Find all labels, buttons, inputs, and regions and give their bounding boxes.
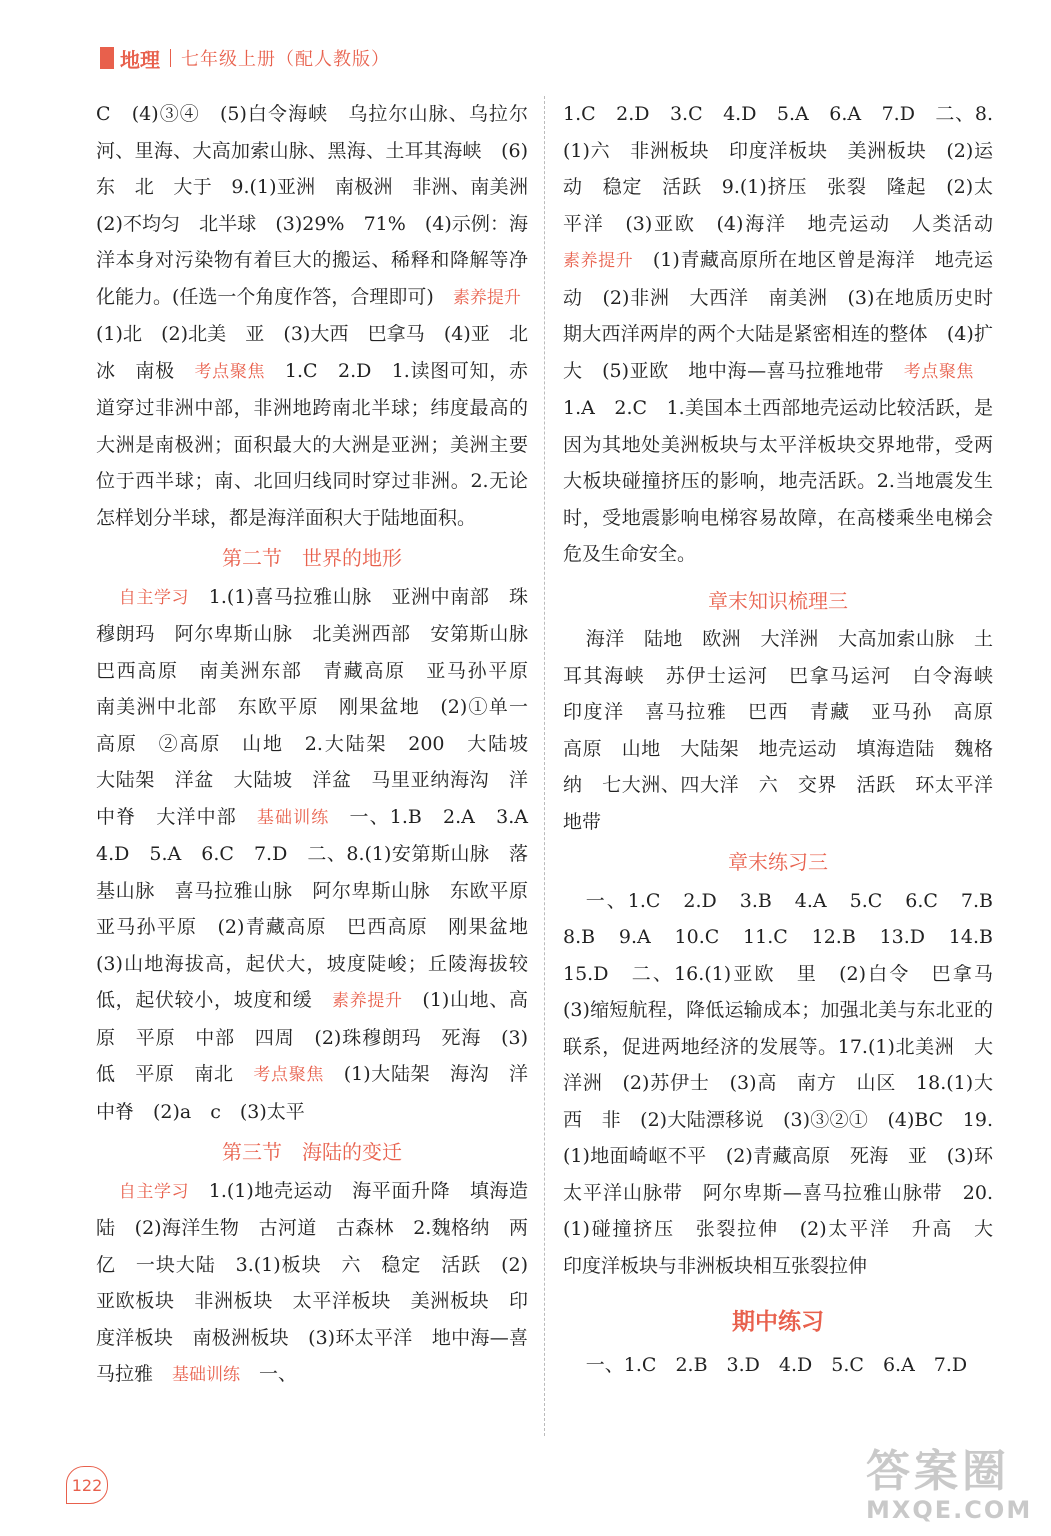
section-tag: 考点聚焦 — [903, 361, 974, 382]
exercise-paragraph: 一、1.C 2.D 3.B 4.A 5.C 6.C 7.B 8.B 9.A 10.C 11.C 12.B 13.D 14.B 15.D 二、16.(1)亚欧 里 (2)白令 巴拿马 (3)缩短航程，降低运输成本；加强北美与东北亚的联系，促进两地经济的发展等。17.(1)北美洲 大洋洲 (2)苏伊士 (3)高 南方 山区 18.(1)大西 非 (2)大陆漂移说 (3)③②① (4)BC 19.(1)地面崎岖不平 (2)青藏高原 死海 亚 (3)环太平洋山脉带 阿尔卑斯—喜马拉雅山脉带 20.(1)碰撞挤压 张裂拉伸 (2)太平洋 升高 大 印度洋板块与非洲板块相互张裂拉伸 — [563, 889, 1013, 1277]
section-tag: 自主学习 — [118, 587, 190, 608]
answer-paragraph — [96, 1173, 528, 1394]
watermark-logo — [866, 1448, 1042, 1530]
answer-paragraph — [96, 579, 548, 1131]
section-tag: 素养提升 — [563, 251, 634, 271]
page-number: 122 — [66, 1466, 108, 1504]
answer-text: (1)山地、高原 平原 中部 四周 (2)珠穆朗玛 死海 (3)低 平原 南北 — [96, 989, 528, 1085]
answer-paragraph — [563, 96, 1012, 573]
answer-paragraph — [96, 96, 548, 536]
header-book-title: 七年级上册（配人教版） — [181, 49, 390, 70]
header-accent-bar — [100, 47, 114, 69]
section-tag: 自主学习 — [118, 1181, 190, 1202]
section-title-summary: 章末知识梳理三 — [708, 588, 848, 613]
column-divider — [544, 96, 545, 1436]
section-tag: 考点聚焦 — [194, 361, 266, 382]
midterm-title: 期中练习 — [732, 1309, 824, 1335]
answer-text: (1)北 (2)北美 亚 (3)大西 巴拿马 (4)亚 北冰 南极 — [96, 285, 540, 382]
section-title-terrain: 第二节 世界的地形 — [222, 546, 402, 570]
section-tag: 素养提升 — [452, 287, 521, 308]
midterm-paragraph: 一、1.C 2.B 3.D 4.D 5.C 6.A 7.D — [585, 1353, 968, 1376]
section-title-exercise: 章末练习三 — [728, 850, 828, 874]
answer-text: 1.A 2.C 1.美国本土西部地壳运动比较活跃，是因为其地处美洲板块与太平洋板块交界地带，受两大板块碰撞挤压的影响，地壳活跃。2.当地震发生时，受地震影响电梯容易故障，在高楼乘坐电梯会危及生命安全。 — [563, 359, 994, 565]
answer-text: 1.(1)喜马拉雅山脉 亚洲中南部 珠穆朗玛 阿尔卑斯山脉 北美洲西部 安第斯山脉 巴西高原 南美洲东部 青藏高原 亚马孙平原 南美洲中北部 东欧平原 刚果盆地 (2)①单一 高原 ②高原 山地 2.大陆架 200 大陆坡 大陆架 洋盆 大陆坡 洋盆 马里亚纳海沟 洋中脊 大洋中部 — [96, 585, 548, 828]
answer-text: 一、1.B 2.A 3.A 4.D 5.A 6.C 7.D 二、8.(1)安第斯山脉 落基山脉 喜马拉雅山脉 阿尔卑斯山脉 东欧平原 亚马孙平原 (2)青藏高原 巴西高原 刚果盆地 (3)山地海拔高，起伏大，坡度陡峻；丘陵海拔较低，起伏较小，坡度和缓 — [96, 805, 548, 1011]
page-header — [100, 44, 390, 72]
answer-text: 1.C 2.D 1.读图可知，赤道穿过非洲中部，非洲地跨南北半球；纬度最高的大洲是南极洲；面积最大的大洲是亚洲；美洲主要位于西半球；南、北回归线同时穿过非洲。2.无论怎样划分半球，都是海洋面积大于陆地面积。 — [96, 359, 528, 529]
answer-text: (1)青藏高原所在地区曾是海洋 地壳运动 (2)非洲 大西洋 南美洲 (3)在地质历史时期大西洋两岸的两个大陆是紧密相连的整体 (4)扩大 (5)亚欧 地中海—喜马拉雅地带 — [563, 249, 994, 382]
answer-text: 1.C 2.D 3.C 4.D 5.A 6.A 7.D 二、8.(1)六 非洲板块 印度洋板块 美洲板块 (2)运动 稳定 活跃 9.(1)挤压 张裂 隆起 (2)太平洋 (3)亚欧 (4)海洋 地壳运动 人类活动 — [563, 103, 1012, 235]
watermark-bottom-text: MXQE.COM — [866, 1496, 1033, 1524]
section-tag: 素养提升 — [332, 991, 403, 1011]
header-subject: 地理 — [120, 47, 160, 72]
summary-paragraph: 海洋 陆地 欧洲 大洋洲 大高加索山脉 土耳其海峡 苏伊士运河 巴拿马运河 白令海峡 印度洋 喜马拉雅 巴西 青藏 亚马孙 高原 高原 山地 大陆架 地壳运动 填海造陆 魏格纳 七大洲、四大洋 六 交界 活跃 环太平洋地带 — [563, 628, 1013, 833]
section-tag: 基础训练 — [256, 807, 330, 828]
answer-text: C (4)③④ (5)白令海峡 乌拉尔山脉、乌拉尔河、里海、大高加索山脉、黑海、土耳其海峡 (6)东 北 大于 9.(1)亚洲 南极洲 非洲、南美洲 (2)不均匀 北半球 (3)29% 71% (4)示例：海洋本身对污染物有着巨大的搬运、稀释和降解等净化能力。(任选一个角度作答，合理即可) — [96, 103, 548, 308]
answer-text: 一、 — [240, 1363, 298, 1385]
header-divider — [170, 49, 171, 67]
answer-text: 1.(1)地壳运动 海平面升降 填海造陆 (2)海洋生物 古河道 古森林 2.魏格纳 两亿 一块大陆 3.(1)板块 六 稳定 活跃 (2)亚欧板块 非洲板块 太平洋板块 美洲板块 印度洋板块 南极洲板块 (3)环太平洋 地中海—喜马拉雅 — [96, 1179, 529, 1385]
answer-text: (1)大陆架 海沟 洋中脊 (2)a c (3)太平 — [96, 1063, 528, 1123]
section-tag: 考点聚焦 — [253, 1065, 325, 1085]
left-column — [96, 96, 548, 1394]
section-tag: 基础训练 — [172, 1365, 241, 1385]
watermark-top-text: 答案圈 — [866, 1446, 1010, 1497]
section-title-changes: 第三节 海陆的变迁 — [222, 1140, 402, 1164]
right-column — [563, 96, 1013, 1383]
